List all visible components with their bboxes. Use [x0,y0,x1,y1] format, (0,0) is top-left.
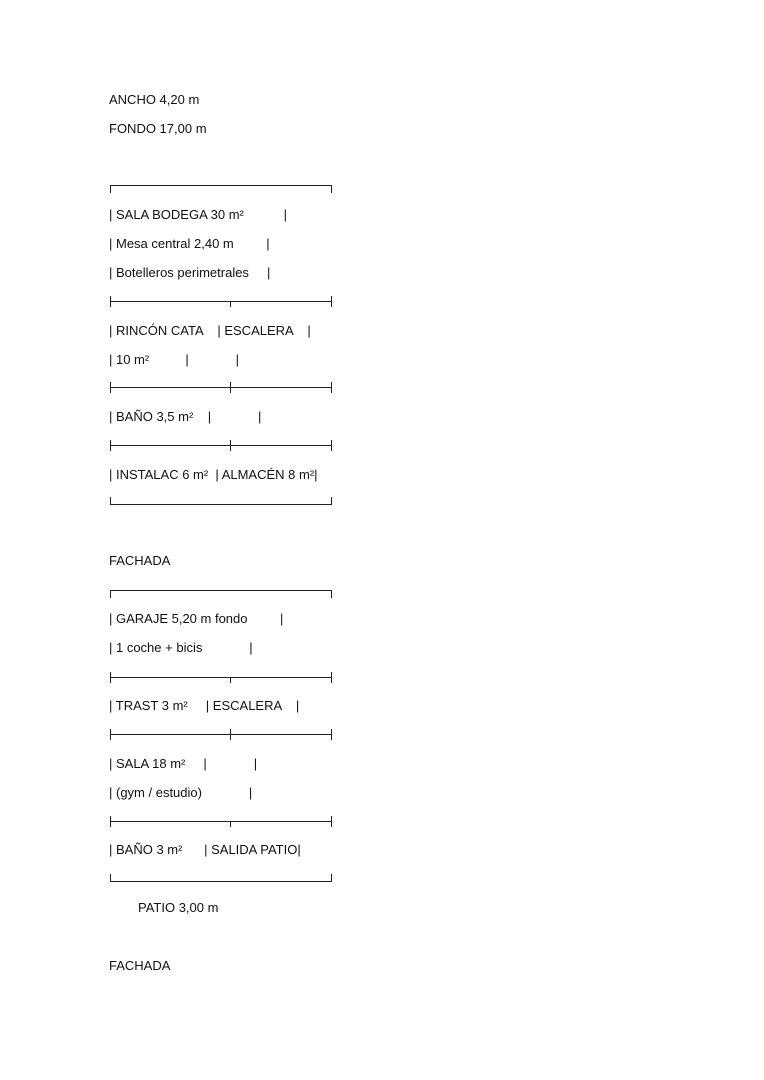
plan-divider [110,816,332,826]
plan-divider [110,382,332,392]
plan-row: | Mesa central 2,40 m | [109,236,270,251]
plan-top-top-border [110,185,332,195]
depth-line: FONDO 17,00 m [109,121,207,136]
plan-bottom-top-border [110,590,332,600]
patio-label: PATIO 3,00 m [138,900,219,915]
plan-row: | (gym / estudio) | [109,785,253,800]
plan-divider [110,672,332,682]
facade-label: FACHADA [109,553,171,568]
plan-divider [110,440,332,450]
width-line: ANCHO 4,20 m [109,92,200,107]
plan-row: | INSTALAC 6 m² | ALMACÉN 8 m²| [109,467,318,482]
plan-row: | GARAJE 5,20 m fondo | [109,611,284,626]
plan-row: | 10 m² | | [109,352,240,367]
plan-row: | SALA 18 m² | | [109,756,258,771]
plan-bottom-bottom-border [110,872,332,882]
plan-row: | BAÑO 3 m² | SALIDA PATIO| [109,842,301,857]
plan-row: | Botelleros perimetrales | [109,265,271,280]
plan-divider [110,729,332,739]
plan-row: | SALA BODEGA 30 m² | [109,207,287,222]
plan-divider [110,296,332,306]
plan-row: | RINCÓN CATA | ESCALERA | [109,323,311,338]
facade-label: FACHADA [109,958,171,973]
plan-top-bottom-border [110,495,332,505]
plan-row: | 1 coche + bicis | [109,640,253,655]
plan-row: | TRAST 3 m² | ESCALERA | [109,698,300,713]
plan-row: | BAÑO 3,5 m² | | [109,409,262,424]
